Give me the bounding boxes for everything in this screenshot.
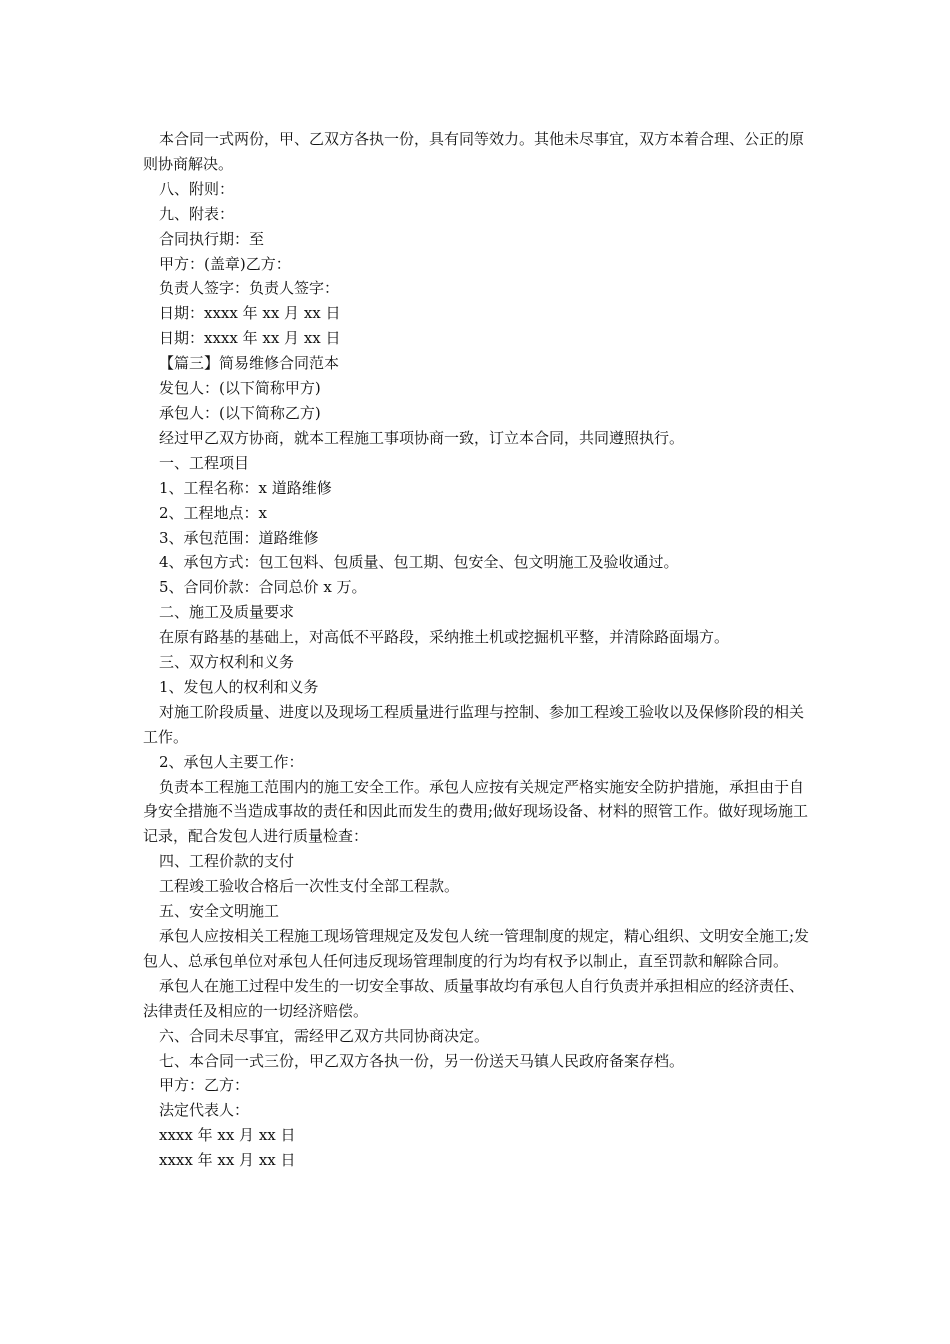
paragraph-payment: 工程竣工验收合格后一次性支付全部工程款。 — [159, 877, 460, 896]
paragraph-method: 4、承包方式：包工包料、包质量、包工期、包安全、包文明施工及验收通过。 — [159, 553, 679, 572]
paragraph-signatures: 负责人签字：负责人签字： — [159, 279, 340, 298]
heading-quality: 二、施工及质量要求 — [159, 603, 295, 622]
document-body — [143, 127, 811, 1173]
paragraph-parties: 甲方：乙方： — [159, 1076, 250, 1095]
paragraph-copies: 七、本合同一式三份，甲乙双方各执一份，另一份送天马镇人民政府备案存档。 — [159, 1051, 685, 1070]
heading-safety: 五、安全文明施工 — [159, 902, 280, 921]
paragraph-date-3: xxxx 年 xx 月 xx 日 — [159, 1126, 296, 1145]
paragraph-legal-rep: 法定代表人： — [159, 1101, 250, 1120]
paragraph-price: 5、合同价款：合同总价 x 万。 — [159, 578, 367, 597]
paragraph-contractor-work: 负责本工程施工范围内的施工安全工作。承包人应按有关规定严格实施安全防护措施，承担由于自身安全措施不当造成事故的责任和因此而发生的费用;做好现场设备、材料的照管工作。做好现场施工记录，配合发包人进行质量检查： — [143, 777, 809, 846]
paragraph-appendix-rules: 八、附则： — [159, 179, 235, 198]
heading-payment: 四、工程价款的支付 — [159, 852, 295, 871]
paragraph-employer: 发包人：(以下简称甲方) — [159, 379, 321, 398]
heading-contractor-work: 2、承包人主要工作： — [159, 752, 304, 771]
paragraph-scope: 3、承包范围：道路维修 — [159, 528, 319, 547]
paragraph-contractor: 承包人：(以下简称乙方) — [159, 403, 321, 422]
paragraph-safety-1: 承包人应按相关工程施工现场管理规定及发包人统一管理制度的规定，精心组织、文明安全施工;发包人、总承包单位对承包人任何违反现场管理制度的行为均有权予以制止，直至罚款和解除合同。 — [143, 927, 810, 970]
paragraph-parties-seal: 甲方：(盖章)乙方： — [159, 254, 291, 273]
paragraph-project-location: 2、工程地点：x — [159, 503, 268, 522]
paragraph-intro: 经过甲乙双方协商，就本工程施工事项协商一致，订立本合同，共同遵照执行。 — [159, 428, 685, 447]
heading-employer-rights: 1、发包人的权利和义务 — [159, 677, 319, 696]
paragraph-date-4: xxxx 年 xx 月 xx 日 — [159, 1151, 296, 1170]
paragraph-safety-2: 承包人在施工过程中发生的一切安全事故、质量事故均有承包人自行负责并承担相应的经济责任、法律责任及相应的一切经济赔偿。 — [143, 976, 805, 1020]
paragraph-employer-rights: 对施工阶段质量、进度以及现场工程质量进行监理与控制、参加工程竣工验收以及保修阶段的相关工作。 — [143, 702, 805, 746]
paragraph-term: 合同执行期：至 — [159, 229, 265, 248]
paragraph-date-2: 日期：xxxx 年 xx 月 xx 日 — [159, 329, 341, 348]
heading-project: 一、工程项目 — [159, 453, 250, 472]
section-title: 【篇三】简易维修合同范本 — [159, 354, 340, 373]
paragraph-quality: 在原有路基的基础上，对高低不平路段，采纳推土机或挖掘机平整，并清除路面塌方。 — [159, 628, 730, 647]
heading-rights: 三、双方权利和义务 — [159, 653, 295, 672]
paragraph-appendix-tables: 九、附表： — [159, 204, 235, 223]
paragraph-date-1: 日期：xxxx 年 xx 月 xx 日 — [159, 304, 341, 323]
paragraph-closing-clause: 本合同一式两份，甲、乙双方各执一份，具有同等效力。其他未尽事宜，双方本着合理、公正的原则协商解决。 — [143, 130, 805, 173]
paragraph-unresolved: 六、合同未尽事宜，需经甲乙双方共同协商决定。 — [159, 1026, 490, 1045]
paragraph-project-name: 1、工程名称：x 道路维修 — [159, 478, 332, 497]
